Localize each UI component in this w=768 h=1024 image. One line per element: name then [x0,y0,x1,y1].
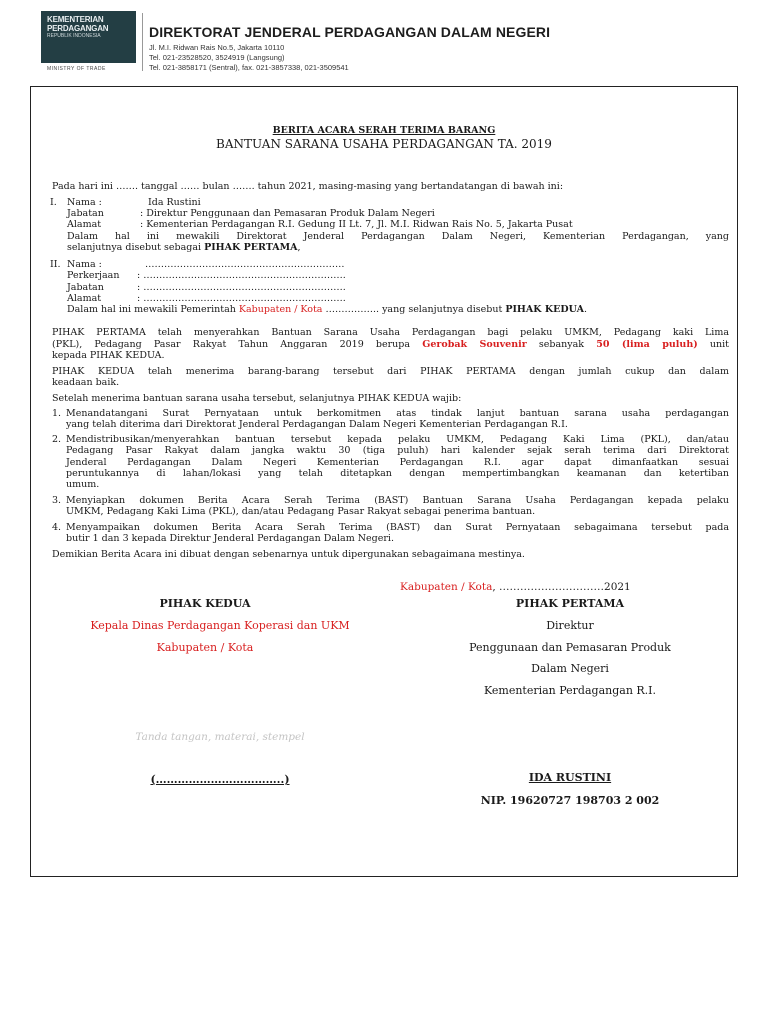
document-frame [30,86,738,877]
pihak-pertama-title1: Direktur [546,619,594,632]
party2-number: II. [50,259,61,270]
party2-alamat-value: : ………………………………………………………. [137,293,346,304]
para2-line2: keadaan baik. [52,377,120,388]
party1-represent-line1: Dalam hal ini mewakili Direktorat Jenderal Perdagangan Dalam Negeri, Kementerian Perdagangan, yang [67,231,729,242]
party2-pekerjaan-value: : ………………………………………………………. [137,270,346,281]
logo-line1: KEMENTERIAN [47,15,104,24]
item3-line1: Menyiapkan dokumen Berita Acara Serah Terima (BAST) Bantuan Sarana Usaha Perdagangan kepada pelaku [66,495,729,506]
para1-line1: PIHAK PERTAMA telah menyerahkan Bantuan Sarana Usaha Perdagangan bagi pelaku UMKM, Pedagang kaki Lima [52,327,729,338]
para1-line3: kepada PIHAK KEDUA. [52,350,165,361]
pihak-pertama-name: IDA RUSTINI [528,771,612,784]
pihak-kedua-title2: Kabupaten / Kota [156,641,254,654]
party1-jabatan-value: : Direktur Penggunaan dan Pemasaran Produk Dalam Negeri [140,208,435,219]
item1-line1: Menandatangani Surat Pernyataan untuk berkomitmen atas tindak lanjut bantuan sarana usaha perdagangan [66,408,729,419]
para1-line2: (PKL), Pedagang Pasar Rakyat Tahun Anggaran 2019 berupa Gerobak Souvenir sebanyak 50 (lima puluh) unit [52,339,729,350]
item2-line1: Mendistribusikan/menyerahkan bantuan tersebut kepada pelaku UMKM, Pedagang Kaki Lima (PKL), dan/atau [66,434,729,445]
party2-jabatan-value: : ………………………………………………………. [137,282,346,293]
pihak-kedua-title1: Kepala Dinas Perdagangan Koperasi dan UKM [90,619,350,632]
party1-alamat-value: : Kementerian Perdagangan R.I. Gedung II Lt. 7, Jl. M.I. Ridwan Rais No. 5, Jakarta Pusat [140,219,573,230]
pihak-pertama-title4: Kementerian Perdagangan R.I. [483,684,657,697]
item2-number: 2. [52,434,62,445]
item2-line2: Pedagang Pasar Rakyat dalam jangka waktu 30 (tiga puluh) hari kalender sejak serah terima dari Direktorat [66,445,729,456]
doc-title: BERITA ACARA SERAH TERIMA BARANG [272,125,496,136]
party1-nama-value: Ida Rustini [148,197,201,208]
party1-jabatan-label: Jabatan [67,208,104,219]
pihak-kedua-heading: PIHAK KEDUA [159,597,251,610]
party2-represent-line: Dalam hal ini mewakili Pemerintah Kabupaten / Kota …………….. yang selanjutnya disebut PIHAK KEDUA. [67,304,587,315]
item4-line1: Menyampaikan dokumen Berita Acara Serah Terima (BAST) dan Surat Pernyataan sebagaimana tersebut pada [66,522,729,533]
party2-pekerjaan-label: Perkerjaan [67,270,120,281]
party2-nama-label: Nama : [67,259,102,270]
para3: Setelah menerima bantuan sarana usaha tersebut, selanjutnya PIHAK KEDUA wajib: [52,393,462,404]
logo-line2: PERDAGANGAN [47,24,109,33]
item2-line3: Jenderal Perdagangan Dalam Negeri Kementerian Perdagangan R.I. agar dapat dimanfaatkan sesuai [66,457,729,468]
item1-line2: yang telah diterima dari Direktorat Jenderal Perdagangan Dalam Negeri Kementerian Perdagangan R.I. [66,419,568,430]
logo-text [47,15,108,33]
party1-number: I. [50,197,57,208]
party1-alamat-label: Alamat [67,219,102,230]
closing-line: Demikian Berita Acara ini dibuat dengan sebenarnya untuk dipergunakan sebagaimana mestinya. [52,549,525,560]
party2-alamat-label: Alamat [67,293,102,304]
item4-line2: butir 1 dan 3 kepada Direktur Jenderal Perdagangan Dalam Negeri. [66,533,394,544]
party2-nama-value: ……………………………………………………… [145,259,345,270]
header-tel1: Tel. 021-23528520, 3524919 (Langsung) [149,53,285,62]
item2-line5: umum. [66,479,100,490]
item2-line4: peruntukannya di lahan/lokasi yang telah ditetapkan dengan mempertimbangkan keamanan dan ketertiban [66,468,729,479]
logo-caption: MINISTRY OF TRADE [47,66,106,72]
pihak-pertama-title2: Penggunaan dan Pemasaran Produk [469,641,671,654]
pihak-pertama-title3: Dalam Negeri [531,662,609,675]
pihak-pertama-heading: PIHAK PERTAMA [515,597,625,610]
party1-represent-line2: selanjutnya disebut sebagai PIHAK PERTAMA, [67,242,301,253]
header-tel2: Tel. 021-3858171 (Sentral), fax. 021-3857338, 021-3509541 [149,63,349,72]
doc-subtitle: BANTUAN SARANA USAHA PERDAGANGAN TA. 2019 [216,137,552,151]
logo-line3: REPUBLIK INDONESIA [47,33,101,39]
item4-number: 4. [52,522,62,533]
ministry-logo [41,11,136,72]
place-date-line: Kabupaten / Kota, …………………………2021 [400,581,631,593]
party1-nama-label: Nama : [67,197,102,208]
signature-hint: Tanda tangan, materai, stempel [135,731,305,743]
pihak-pertama-nip: NIP. 19620727 198703 2 002 [480,794,660,807]
header-address: Jl. M.I. Ridwan Rais No.5, Jakarta 10110 [149,43,285,52]
pihak-kedua-name-blank: (……………………………..) [150,773,290,786]
header-divider [142,13,143,71]
item3-line2: UMKM, Pedagang Kaki Lima (PKL), dan/atau Pedagang Pasar Rakyat sebagai penerima bantuan. [66,506,536,517]
directorate-title: DIREKTORAT JENDERAL PERDAGANGAN DALAM NEGERI [149,24,551,40]
item1-number: 1. [52,408,62,419]
party2-jabatan-label: Jabatan [67,282,104,293]
opening-line: Pada hari ini ……. tanggal …… bulan ……. tahun 2021, masing-masing yang bertandatangan di bawah ini: [52,181,564,192]
item3-number: 3. [52,495,62,506]
para2-line1: PIHAK KEDUA telah menerima barang-barang tersebut dari PIHAK PERTAMA dengan jumlah cukup dan dalam [52,366,729,377]
